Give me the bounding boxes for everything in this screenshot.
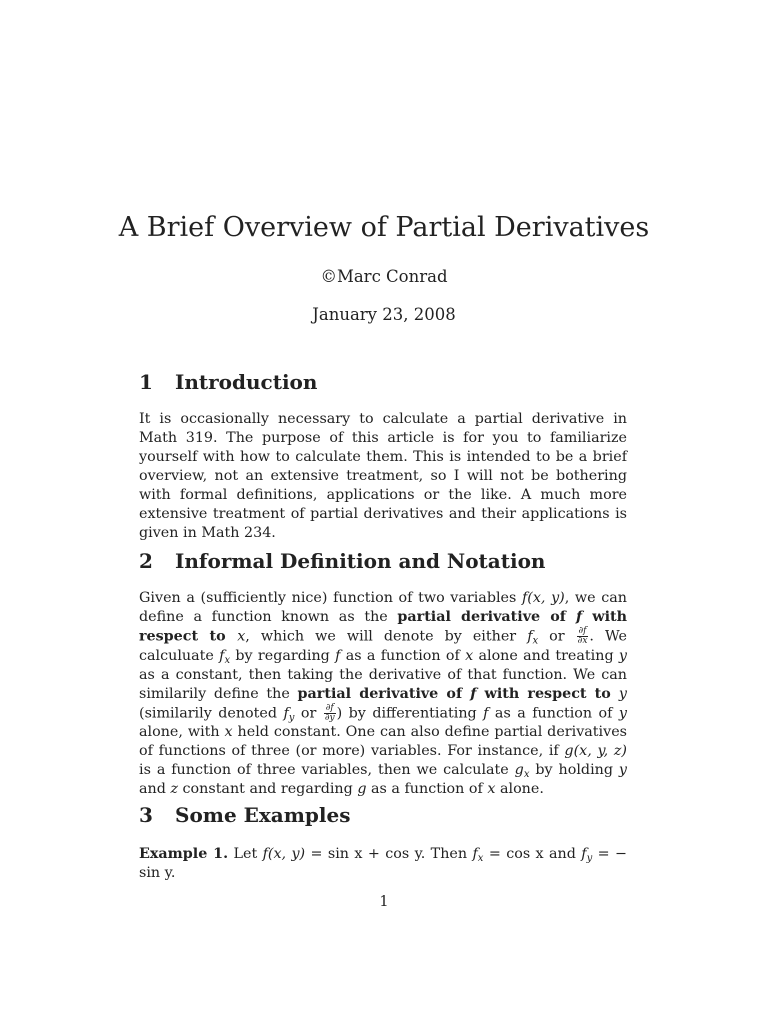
section-number: 1 bbox=[139, 370, 153, 394]
section-title: Some Examples bbox=[175, 803, 351, 827]
section-number: 3 bbox=[139, 803, 153, 827]
section-number: 2 bbox=[139, 549, 153, 573]
publication-date: January 23, 2008 bbox=[312, 305, 456, 324]
example-label: Example 1. bbox=[139, 846, 229, 862]
section-heading-examples bbox=[139, 803, 351, 827]
example-1: Example 1. Let f(x, y) = sin x + cos y. Then $f_x = \cos x$ and $f_y$ = − sin y. bbox=[139, 846, 627, 881]
section-title: Informal Definition and Notation bbox=[175, 549, 546, 573]
section-heading-definition bbox=[139, 549, 545, 573]
author-line: ©Marc Conrad bbox=[320, 267, 448, 286]
fraction-df-dy: $\frac{\partial f}{\partial y}$ bbox=[324, 702, 335, 723]
intro-paragraph: It is occasionally necessary to calculate a partial derivative in Math 319. The purpose of this article is for you to familiarize yourself with how to calculate them. This is intended to be a brief overview, not an extensive treatment, so I will not be bothering with formal definitions, applications or the like. A much more extensive treatment of partial derivatives and their applications is given in Math 234. bbox=[139, 411, 627, 541]
paper-title: A Brief Overview of Partial Derivatives bbox=[118, 212, 650, 243]
page-number: 1 bbox=[379, 894, 389, 910]
fraction-df-dx: $\frac{\partial f}{\partial x}$ bbox=[577, 626, 588, 646]
definition-paragraph: Given a (sufficiently nice) function of two variables f(x, y), we can define a function known as the partial derivative of f with respect to x, which we will denote by either $f_x$ or $\frac{\partial f}{\partial x}$ . We calculuate $f_x$ by regarding f as a function of x alone and treating y as a constant, then taking the derivative of that function. We can similarily define the partial derivative of f with respect to y (similarily denoted $f_y$ or $\frac{\partial f}{\partial y}$ ) by differentiating f as a function of y alone, with x held constant. One can also define partial derivatives of functions of three (or more) variables. For instance, if g(x, y, z) is a function of three variables, then we calculate $g_x$ by holding y and z constant and regarding g as a function of x alone. bbox=[139, 590, 627, 797]
section-heading-introduction bbox=[139, 370, 317, 394]
section-title: Introduction bbox=[175, 370, 318, 394]
